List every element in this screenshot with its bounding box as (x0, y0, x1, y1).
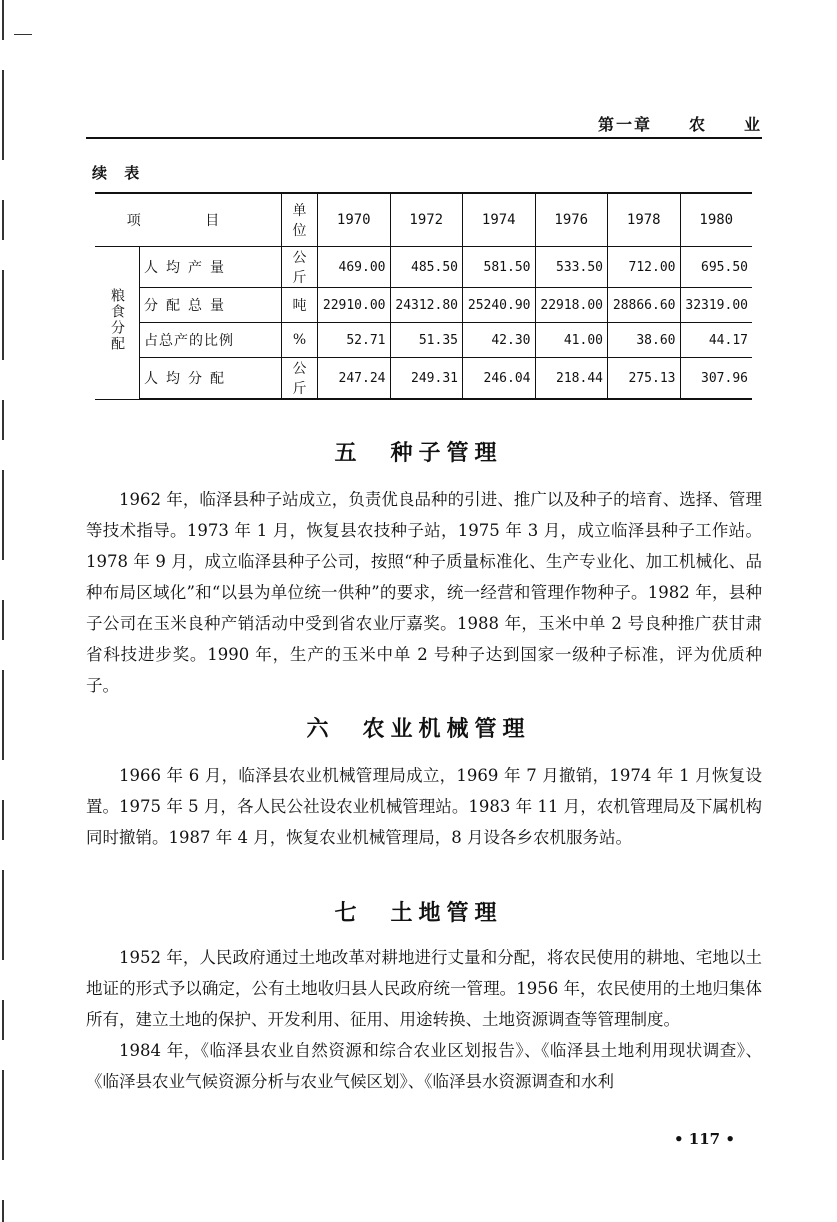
row-unit: 吨 (282, 288, 318, 323)
header-year: 1972 (390, 193, 463, 247)
table-cell: 22910.00 (318, 288, 391, 323)
header-year: 1976 (535, 193, 608, 247)
row-label: 分配总量 (140, 288, 282, 323)
table-cell: 38.60 (608, 323, 681, 358)
table-cell: 581.50 (463, 247, 536, 288)
section-body (86, 760, 762, 853)
table-header-row (95, 193, 752, 247)
table-cell: 32319.00 (680, 288, 752, 323)
row-label: 人均产量 (140, 247, 282, 288)
table-cell: 249.31 (390, 358, 463, 400)
table-cell: 533.50 (535, 247, 608, 288)
row-unit: % (282, 323, 318, 358)
table-cell: 275.13 (608, 358, 681, 400)
table-row (95, 288, 752, 323)
page-number: • 117 • (674, 1130, 735, 1148)
table-cell: 695.50 (680, 247, 752, 288)
table-row (95, 323, 752, 358)
header-year: 1980 (680, 193, 752, 247)
table-cell: 246.04 (463, 358, 536, 400)
header-item: 项 目 (95, 193, 282, 247)
table-cell: 24312.80 (390, 288, 463, 323)
table-row (95, 358, 752, 400)
table-cell: 485.50 (390, 247, 463, 288)
paragraph: 1984 年，《临泽县农业自然资源和综合农业区划报告》、《临泽县土地利用现状调查》、《临泽县农业气候资源分析与农业气候区划》、《临泽县水资源调查和水利 (86, 1041, 762, 1091)
paragraph: 1966 年 6 月，临泽县农业机械管理局成立，1969 年 7 月撤销，1974 年 1 月恢复设置。1975 年 5 月，各人民公社设农业机械管理站。1983 年 11 月，农机管理局及下属机构同时撤销。1987 年 4 月，恢复农业机械管理局，8 月设各乡农机服务站。 (86, 766, 762, 847)
table-cell: 22918.00 (535, 288, 608, 323)
section-title: 五 种子管理 (334, 440, 503, 466)
running-head-rule (86, 137, 762, 139)
table-cell: 42.30 (463, 323, 536, 358)
row-unit: 公斤 (282, 358, 318, 400)
table-cell: 52.71 (318, 323, 391, 358)
section-title: 七 土地管理 (334, 900, 503, 926)
scan-mark (14, 34, 32, 35)
table-cell: 247.24 (318, 358, 391, 400)
table-cell: 44.17 (680, 323, 752, 358)
group-label (95, 247, 140, 400)
section-body (86, 484, 762, 701)
running-head-title-right: 业 (743, 115, 762, 134)
table-cell: 41.00 (535, 323, 608, 358)
row-label: 人均分配 (140, 358, 282, 400)
section-body (86, 942, 762, 1097)
paragraph: 1962 年，临泽县种子站成立，负责优良品种的引进、推广以及种子的培育、选择、管理等技术指导。1973 年 1 月，恢复县农技种子站，1975 年 3 月，成立临泽县种子工作站。1978 年 9 月，成立临泽县种子公司，按照“种子质量标准化、生产专业化、加工机械化、品种布局区域化”和“以县为单位统一供种”的要求，统一经营和管理作物种子。1982 年，县种子公司在玉米良种产销活动中受到省农业厅嘉奖。1988 年，玉米中单 2 号良种推广获甘肃省科技进步奖。1990 年，生产的玉米中单 2 号种子达到国家一级种子标准，评为优质种子。 (86, 490, 762, 695)
header-year: 1978 (608, 193, 681, 247)
table-cell: 469.00 (318, 247, 391, 288)
table-row (95, 247, 752, 288)
scan-edge-line (2, 0, 4, 1222)
row-unit: 公斤 (282, 247, 318, 288)
row-label: 占总产的比例 (140, 323, 282, 358)
table-caption: 续 表 (92, 164, 146, 182)
section-title: 六 农业机械管理 (306, 716, 531, 742)
table-cell: 218.44 (535, 358, 608, 400)
table-cell: 28866.60 (608, 288, 681, 323)
grain-distribution-table (95, 192, 752, 400)
running-head-title-left: 农 (688, 115, 707, 134)
table-cell: 307.96 (680, 358, 752, 400)
table-cell: 25240.90 (463, 288, 536, 323)
header-year: 1970 (318, 193, 391, 247)
running-head (598, 112, 762, 135)
paragraph: 1952 年，人民政府通过土地改革对耕地进行丈量和分配，将农民使用的耕地、宅地以土地证的形式予以确定，公有土地收归县人民政府统一管理。1956 年，农民使用的土地归集体所有，建立土地的保护、开发利用、征用、用途转换、土地资源调查等管理制度。 (86, 948, 762, 1029)
running-head-chapter: 第一章 (598, 115, 653, 134)
table-cell: 712.00 (608, 247, 681, 288)
header-year: 1974 (463, 193, 536, 247)
header-unit: 单位 (282, 193, 318, 247)
table-cell: 51.35 (390, 323, 463, 358)
group-label-text: 粮食分配 (109, 288, 125, 353)
